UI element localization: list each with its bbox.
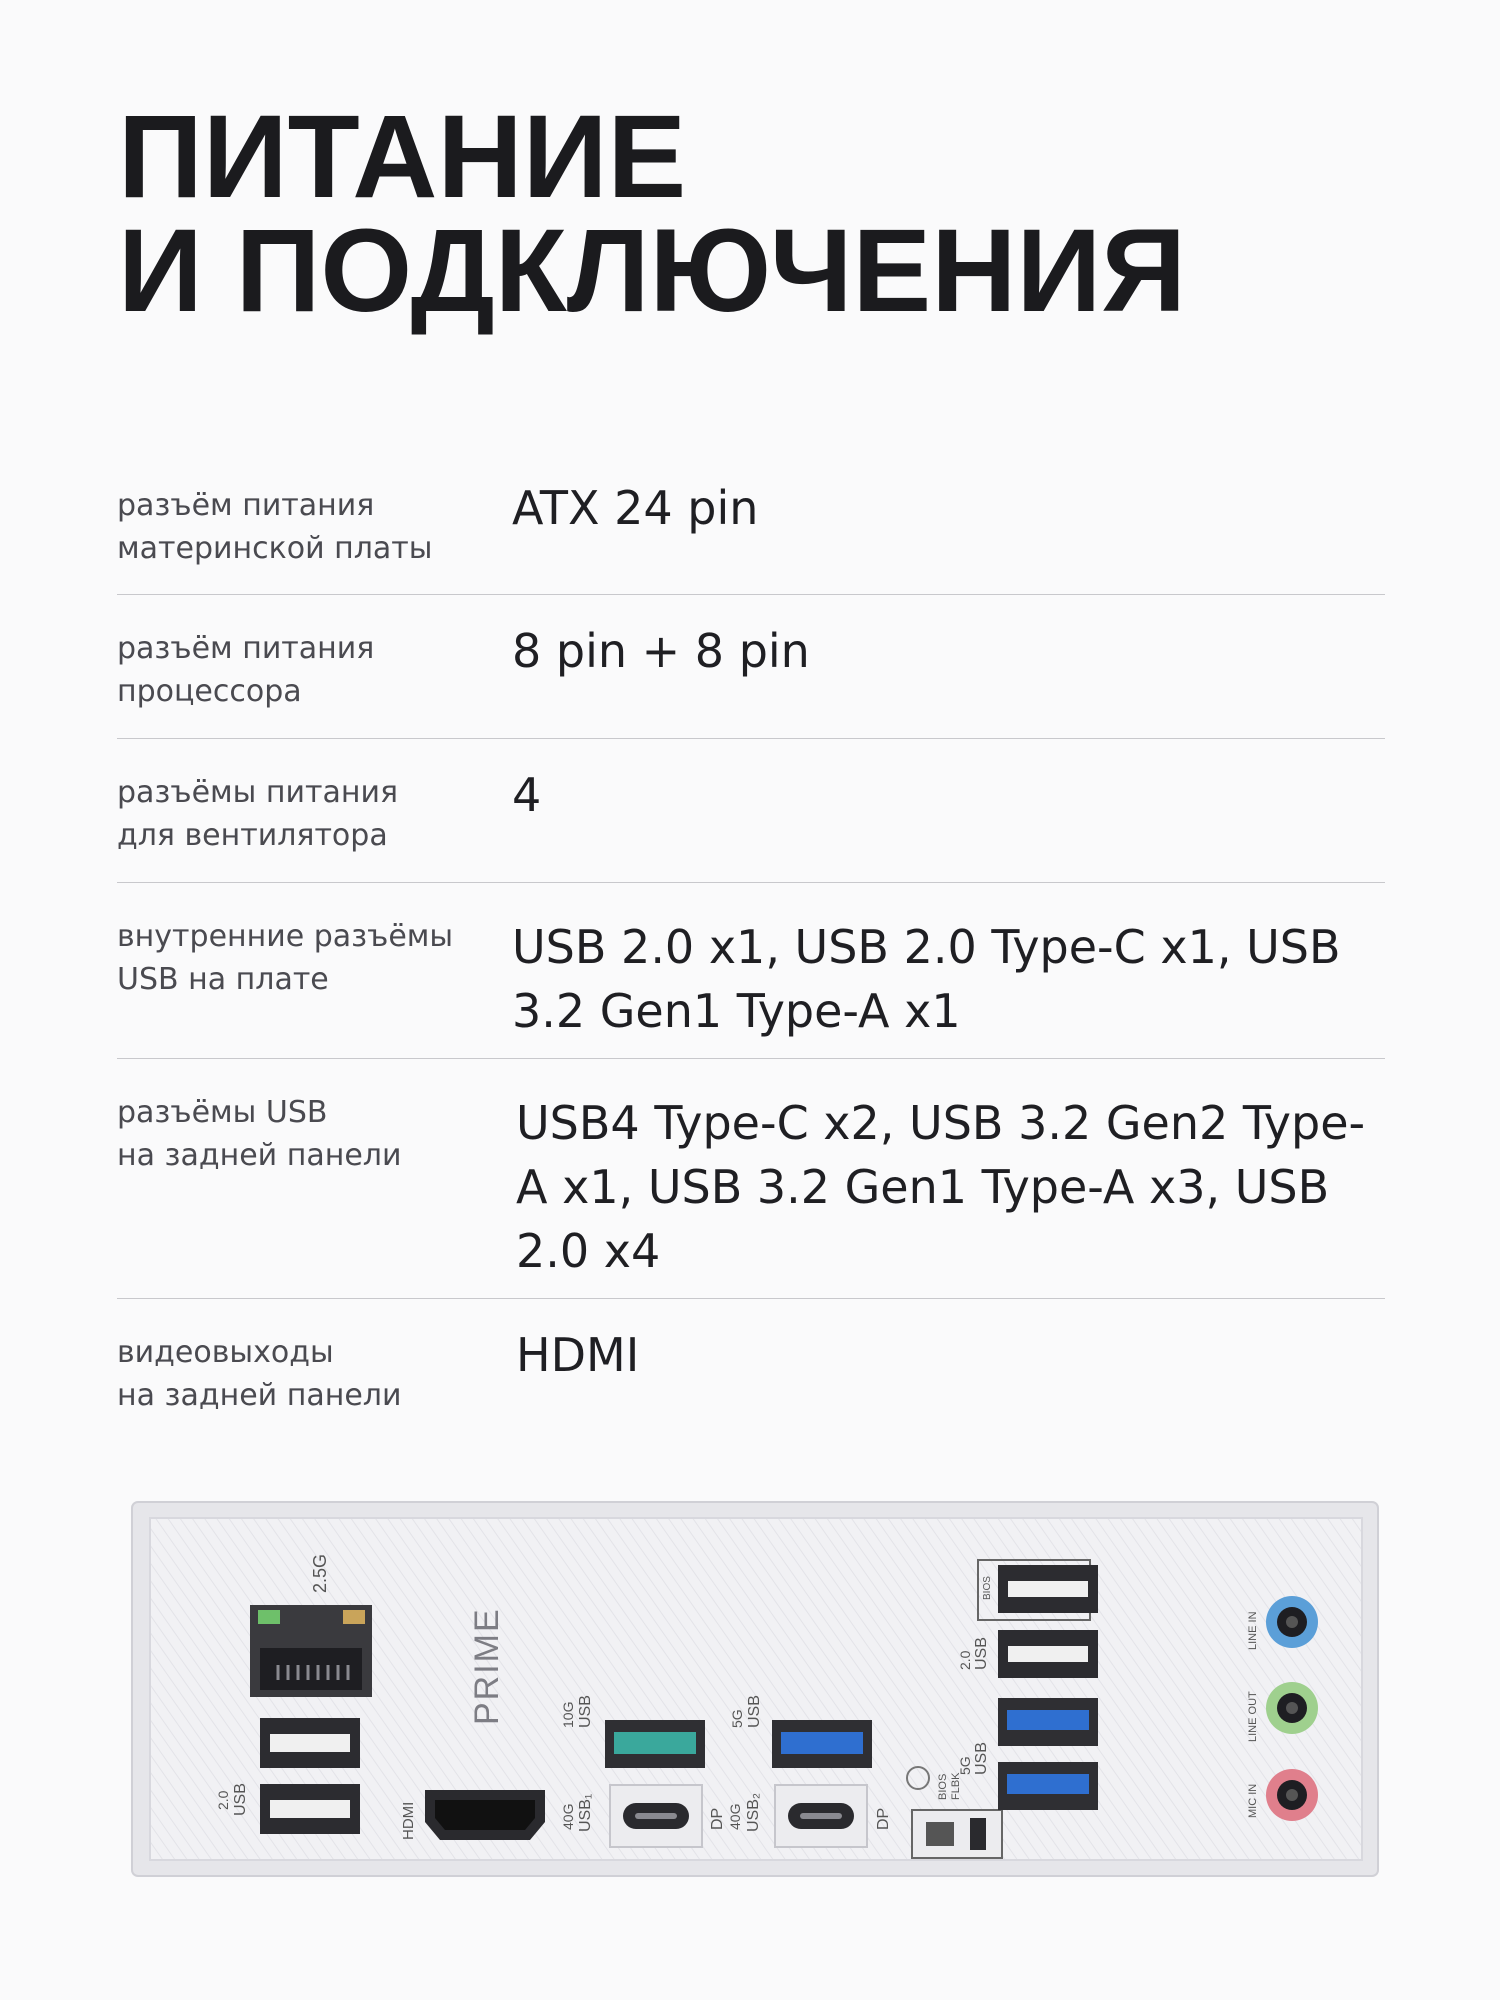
spec-label: [117, 627, 512, 738]
usb4-typec-port-1: [610, 1785, 702, 1847]
io-shield-illustration: [130, 1500, 1380, 1880]
line-out-jack: [1266, 1682, 1318, 1734]
spec-label-line: разъёмы питания: [117, 775, 399, 810]
spec-label-line: видеовыходы: [117, 1335, 334, 1370]
usb5g-mid-label-bottom: USB: [746, 1695, 763, 1728]
usb4-typec-port-2: [775, 1785, 867, 1847]
usb40g1-label-top: 40G: [560, 1803, 576, 1830]
bios-label: BIOS: [982, 1576, 993, 1600]
mic-in-jack: [1266, 1769, 1318, 1821]
spec-value: USB 2.0 x1, USB 2.0 Type-C x1, USB 3.2 Gen1 Type-A x1: [512, 920, 1341, 1038]
spec-label: [117, 1331, 512, 1439]
spec-value: 8 pin + 8 pin: [512, 624, 810, 678]
lan-led-icon: [258, 1610, 280, 1624]
usb10g-label-top: 10G: [560, 1701, 576, 1728]
dp2-label: DP: [875, 1807, 892, 1830]
line-out-label: LINE OUT: [1247, 1691, 1259, 1742]
usb40g1-label-bottom: USB₁: [577, 1793, 594, 1832]
spec-label-line: на задней панели: [117, 1378, 402, 1413]
spec-label-line: для вентилятора: [117, 818, 388, 853]
spec-label: [117, 484, 512, 594]
page-title: [118, 91, 1187, 337]
usb5g-right-label-top: 5G: [957, 1756, 973, 1775]
usb5g-right-label-bottom: USB: [973, 1742, 990, 1775]
spec-label-line: разъём питания: [117, 631, 375, 666]
spec-label: [117, 771, 512, 882]
usb2-left-label-bottom: USB: [232, 1783, 249, 1816]
spec-value: 4: [512, 768, 542, 822]
spec-row: [117, 883, 1385, 1059]
spec-label-line: на задней панели: [117, 1138, 402, 1173]
io-shield-svg: [130, 1500, 1380, 1880]
spec-label-line: внутренние разъёмы: [117, 919, 454, 954]
usb40g2-label-top: 40G: [727, 1803, 743, 1830]
spec-row: [117, 595, 1385, 739]
spec-value: HDMI: [516, 1328, 640, 1382]
lan-port: [250, 1605, 372, 1697]
brand-logo: PRIME: [468, 1607, 506, 1725]
line-in-label: LINE IN: [1247, 1611, 1259, 1650]
usb5g-mid-port: [772, 1720, 872, 1768]
spec-value: USB4 Type-C x2, USB 3.2 Gen2 Type-A x1, USB 3.2 Gen1 Type-A x3, USB 2.0 x4: [516, 1096, 1366, 1278]
spec-value: ATX 24 pin: [512, 481, 759, 535]
bios-flbk-label-bottom: FLBK: [950, 1772, 962, 1800]
lan-speed-label: 2.5G: [310, 1553, 330, 1593]
spec-row: [117, 1299, 1385, 1439]
spec-label: [117, 1091, 512, 1298]
usb2-right-label-bottom: USB: [973, 1637, 990, 1670]
spec-label-line: разъёмы USB: [117, 1095, 328, 1130]
spec-row: [117, 739, 1385, 883]
hdmi-label: HDMI: [400, 1801, 417, 1840]
usb2-right-label-top: 2.0: [957, 1650, 973, 1670]
usb10g-port: [605, 1720, 705, 1768]
spec-label-line: USB на плате: [117, 962, 329, 997]
bios-flbk-label-top: BIOS: [937, 1773, 949, 1800]
usb10g-label-bottom: USB: [577, 1695, 594, 1728]
hdmi-port: [425, 1790, 545, 1840]
dp1-label: DP: [709, 1807, 726, 1830]
spec-label-line: разъём питания: [117, 488, 375, 523]
title-line-1: ПИТАНИЕ: [118, 91, 687, 223]
spec-label-line: материнской платы: [117, 531, 433, 566]
title-line-2: И ПОДКЛЮЧЕНИЯ: [118, 205, 1187, 337]
mic-in-label: MIC IN: [1247, 1783, 1259, 1818]
spec-row: [117, 470, 1385, 595]
spec-label-line: процессора: [117, 674, 302, 709]
lan-led-icon: [343, 1610, 365, 1624]
spec-row: [117, 1059, 1385, 1299]
usb40g2-label-bottom: USB₂: [745, 1792, 762, 1832]
usb5g-mid-label-top: 5G: [729, 1709, 745, 1728]
usb2-left-label-top: 2.0: [215, 1790, 231, 1810]
spec-label: [117, 915, 512, 1058]
spec-table: [117, 470, 1385, 1439]
bios-flbk-button: [912, 1810, 1002, 1858]
line-in-jack: [1266, 1596, 1318, 1648]
